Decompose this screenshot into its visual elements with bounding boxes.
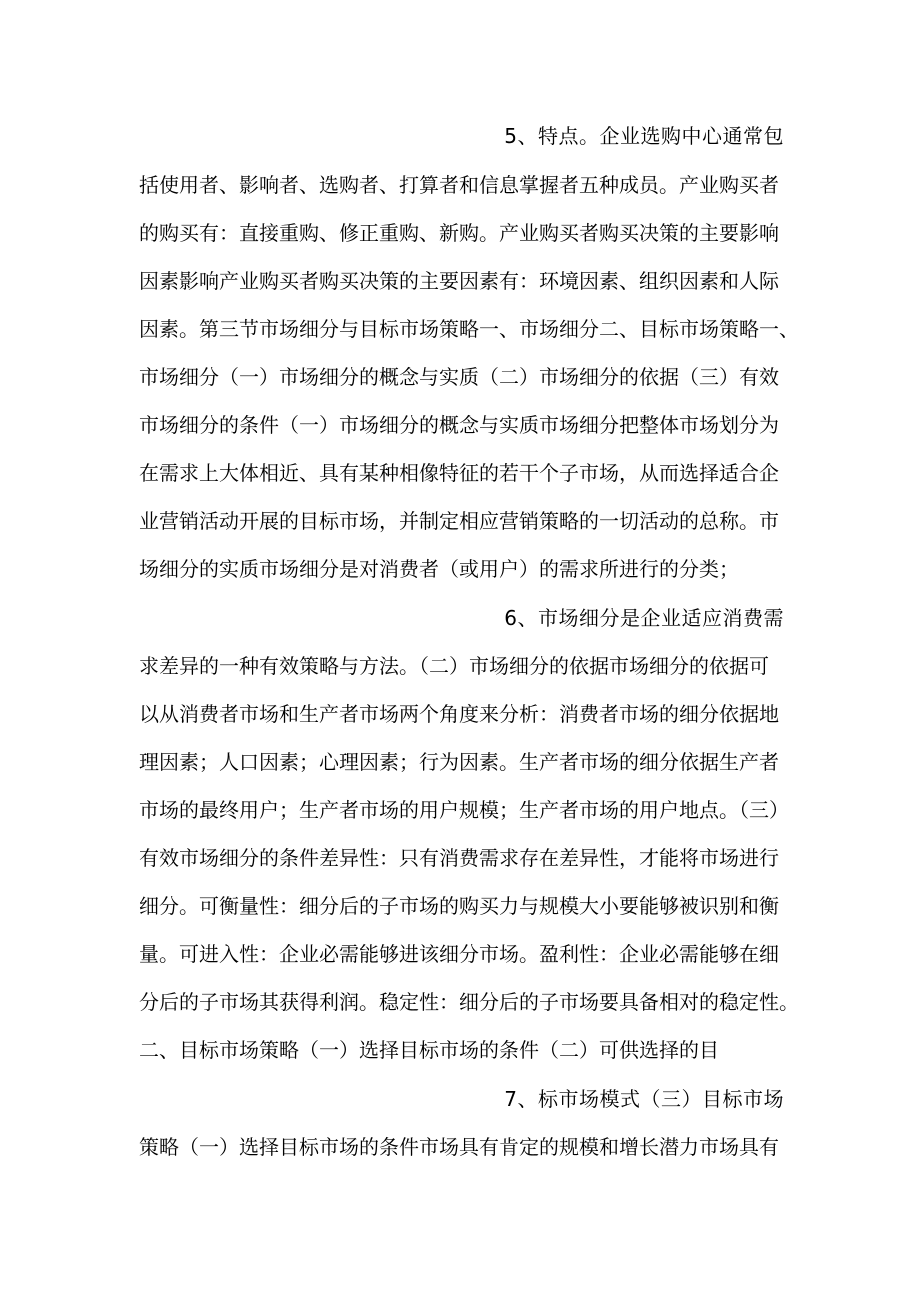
text-line-22: 策略（一）选择目标市场的条件市场具有肯定的规模和增长潜力市场具有 xyxy=(139,1135,779,1159)
text-line-9: 业营销活动开展的目标市场，并制定相应营销策略的一切活动的总称。市 xyxy=(139,509,779,533)
text-line-20: 二、目标市场策略（一）选择目标市场的条件（二）可供选择的目 xyxy=(139,1038,719,1062)
text-line-16: 有效市场细分的条件差异性：只有消费需求存在差异性，才能将市场进行 xyxy=(139,846,779,870)
text-line-21: 7、标市场模式（三）目标市场 xyxy=(504,1087,784,1111)
text-line-1: 5、特点。企业选购中心通常包 xyxy=(504,124,784,148)
text-line-7: 市场细分的条件（一）市场细分的概念与实质市场细分把整体市场划分为 xyxy=(139,413,779,437)
text-line-14: 理因素；人口因素；心理因素；行为因素。生产者市场的细分依据生产者 xyxy=(139,750,779,774)
text-line-15: 市场的最终用户；生产者市场的用户规模；生产者市场的用户地点。（三） xyxy=(139,798,789,822)
text-line-13: 以从消费者市场和生产者市场两个角度来分析：消费者市场的细分依据地 xyxy=(139,702,779,726)
text-line-19: 分后的子市场其获得利润。稳定性：细分后的子市场要具备相对的稳定性。 xyxy=(139,990,799,1014)
text-line-4: 因素影响产业购买者购买决策的主要因素有：环境因素、组织因素和人际 xyxy=(139,269,779,293)
text-line-3: 的购买有：直接重购、修正重购、新购。产业购买者购买决策的主要影响 xyxy=(139,221,779,245)
text-line-2: 括使用者、影响者、选购者、打算者和信息掌握者五种成员。产业购买者 xyxy=(139,173,779,197)
text-line-10: 场细分的实质市场细分是对消费者（或用户）的需求所进行的分类； xyxy=(139,557,739,581)
text-line-8: 在需求上大体相近、具有某种相像特征的若干个子市场，从而选择适合企 xyxy=(139,461,779,485)
text-line-5: 因素。第三节市场细分与目标市场策略一、市场细分二、目标市场策略一、 xyxy=(139,317,799,341)
text-line-17: 细分。可衡量性：细分后的子市场的购买力与规模大小要能够被识别和衡 xyxy=(139,894,779,918)
text-line-11: 6、市场细分是企业适应消费需 xyxy=(504,606,784,630)
text-line-18: 量。可进入性：企业必需能够进该细分市场。盈利性：企业必需能够在细 xyxy=(139,942,779,966)
text-line-12: 求差异的一种有效策略与方法。（二）市场细分的依据市场细分的依据可 xyxy=(139,654,769,678)
text-line-6: 市场细分（一）市场细分的概念与实质（二）市场细分的依据（三）有效 xyxy=(139,365,779,389)
